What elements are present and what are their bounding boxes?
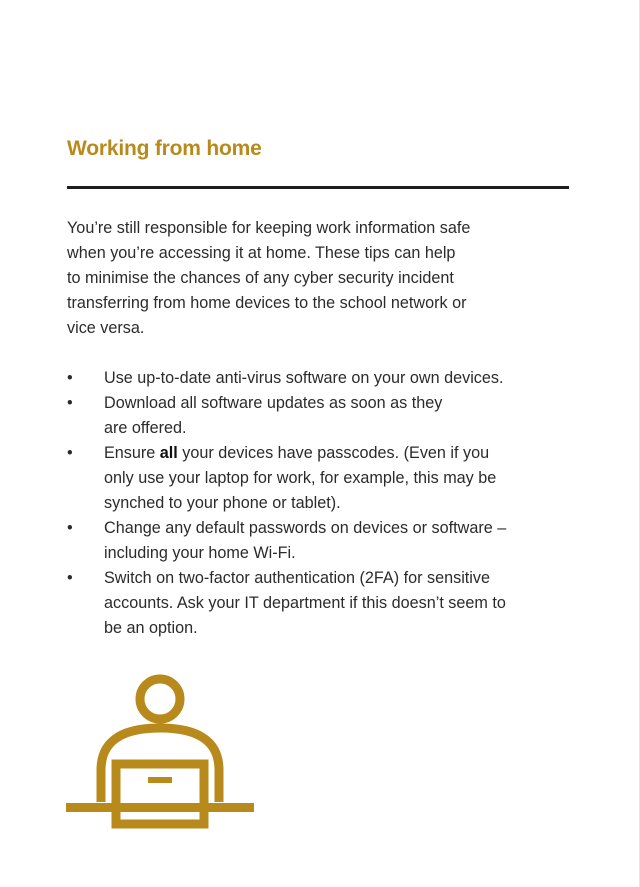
list-item xyxy=(67,516,587,566)
intro-line: transferring from home devices to the school network or xyxy=(67,294,467,312)
bullet-marker: • xyxy=(67,394,73,412)
intro-paragraph xyxy=(67,216,567,341)
list-item-line: be an option. xyxy=(104,619,198,637)
bullet-marker: • xyxy=(67,569,73,587)
list-item-line: Use up-to-date anti-virus software on your own devices. xyxy=(104,369,504,387)
bullet-marker: • xyxy=(67,444,73,462)
section-heading: Working from home xyxy=(67,137,262,160)
list-item-line: Download all software updates as soon as they xyxy=(104,394,443,412)
list-item xyxy=(67,366,587,391)
list-item-line: including your home Wi-Fi. xyxy=(104,544,296,562)
list-item-line: Switch on two-factor authentication (2FA) for sensitive xyxy=(104,569,490,587)
text-segment: your devices have passcodes. (Even if you xyxy=(177,444,490,462)
list-item xyxy=(67,441,587,516)
list-item-line: are offered. xyxy=(104,419,187,437)
laptop-screen xyxy=(116,764,204,824)
intro-line: You’re still responsible for keeping work information safe xyxy=(67,219,471,237)
tips-list xyxy=(67,366,587,641)
laptop-indicator xyxy=(148,777,172,783)
list-item-line: Change any default passwords on devices or software – xyxy=(104,519,507,537)
bullet-marker: • xyxy=(67,519,73,537)
list-item-line: accounts. Ask your IT department if this doesn’t seem to xyxy=(104,594,506,612)
list-item-line xyxy=(104,441,587,466)
intro-line: to minimise the chances of any cyber security incident xyxy=(67,269,454,287)
list-item xyxy=(67,391,587,441)
list-item-line: synched to your phone or tablet). xyxy=(104,494,341,512)
text-segment: Ensure xyxy=(104,444,160,462)
emphasis-text: all xyxy=(159,444,178,462)
desk-line xyxy=(66,803,254,812)
list-item-line: only use your laptop for work, for example, this may be xyxy=(104,469,497,487)
bullet-marker: • xyxy=(67,369,73,387)
person-at-laptop-icon xyxy=(64,672,256,832)
list-item xyxy=(67,566,587,641)
person-head xyxy=(140,679,180,719)
intro-line: when you’re accessing it at home. These tips can help xyxy=(67,244,456,262)
intro-line: vice versa. xyxy=(67,319,145,337)
heading-divider xyxy=(67,186,569,189)
